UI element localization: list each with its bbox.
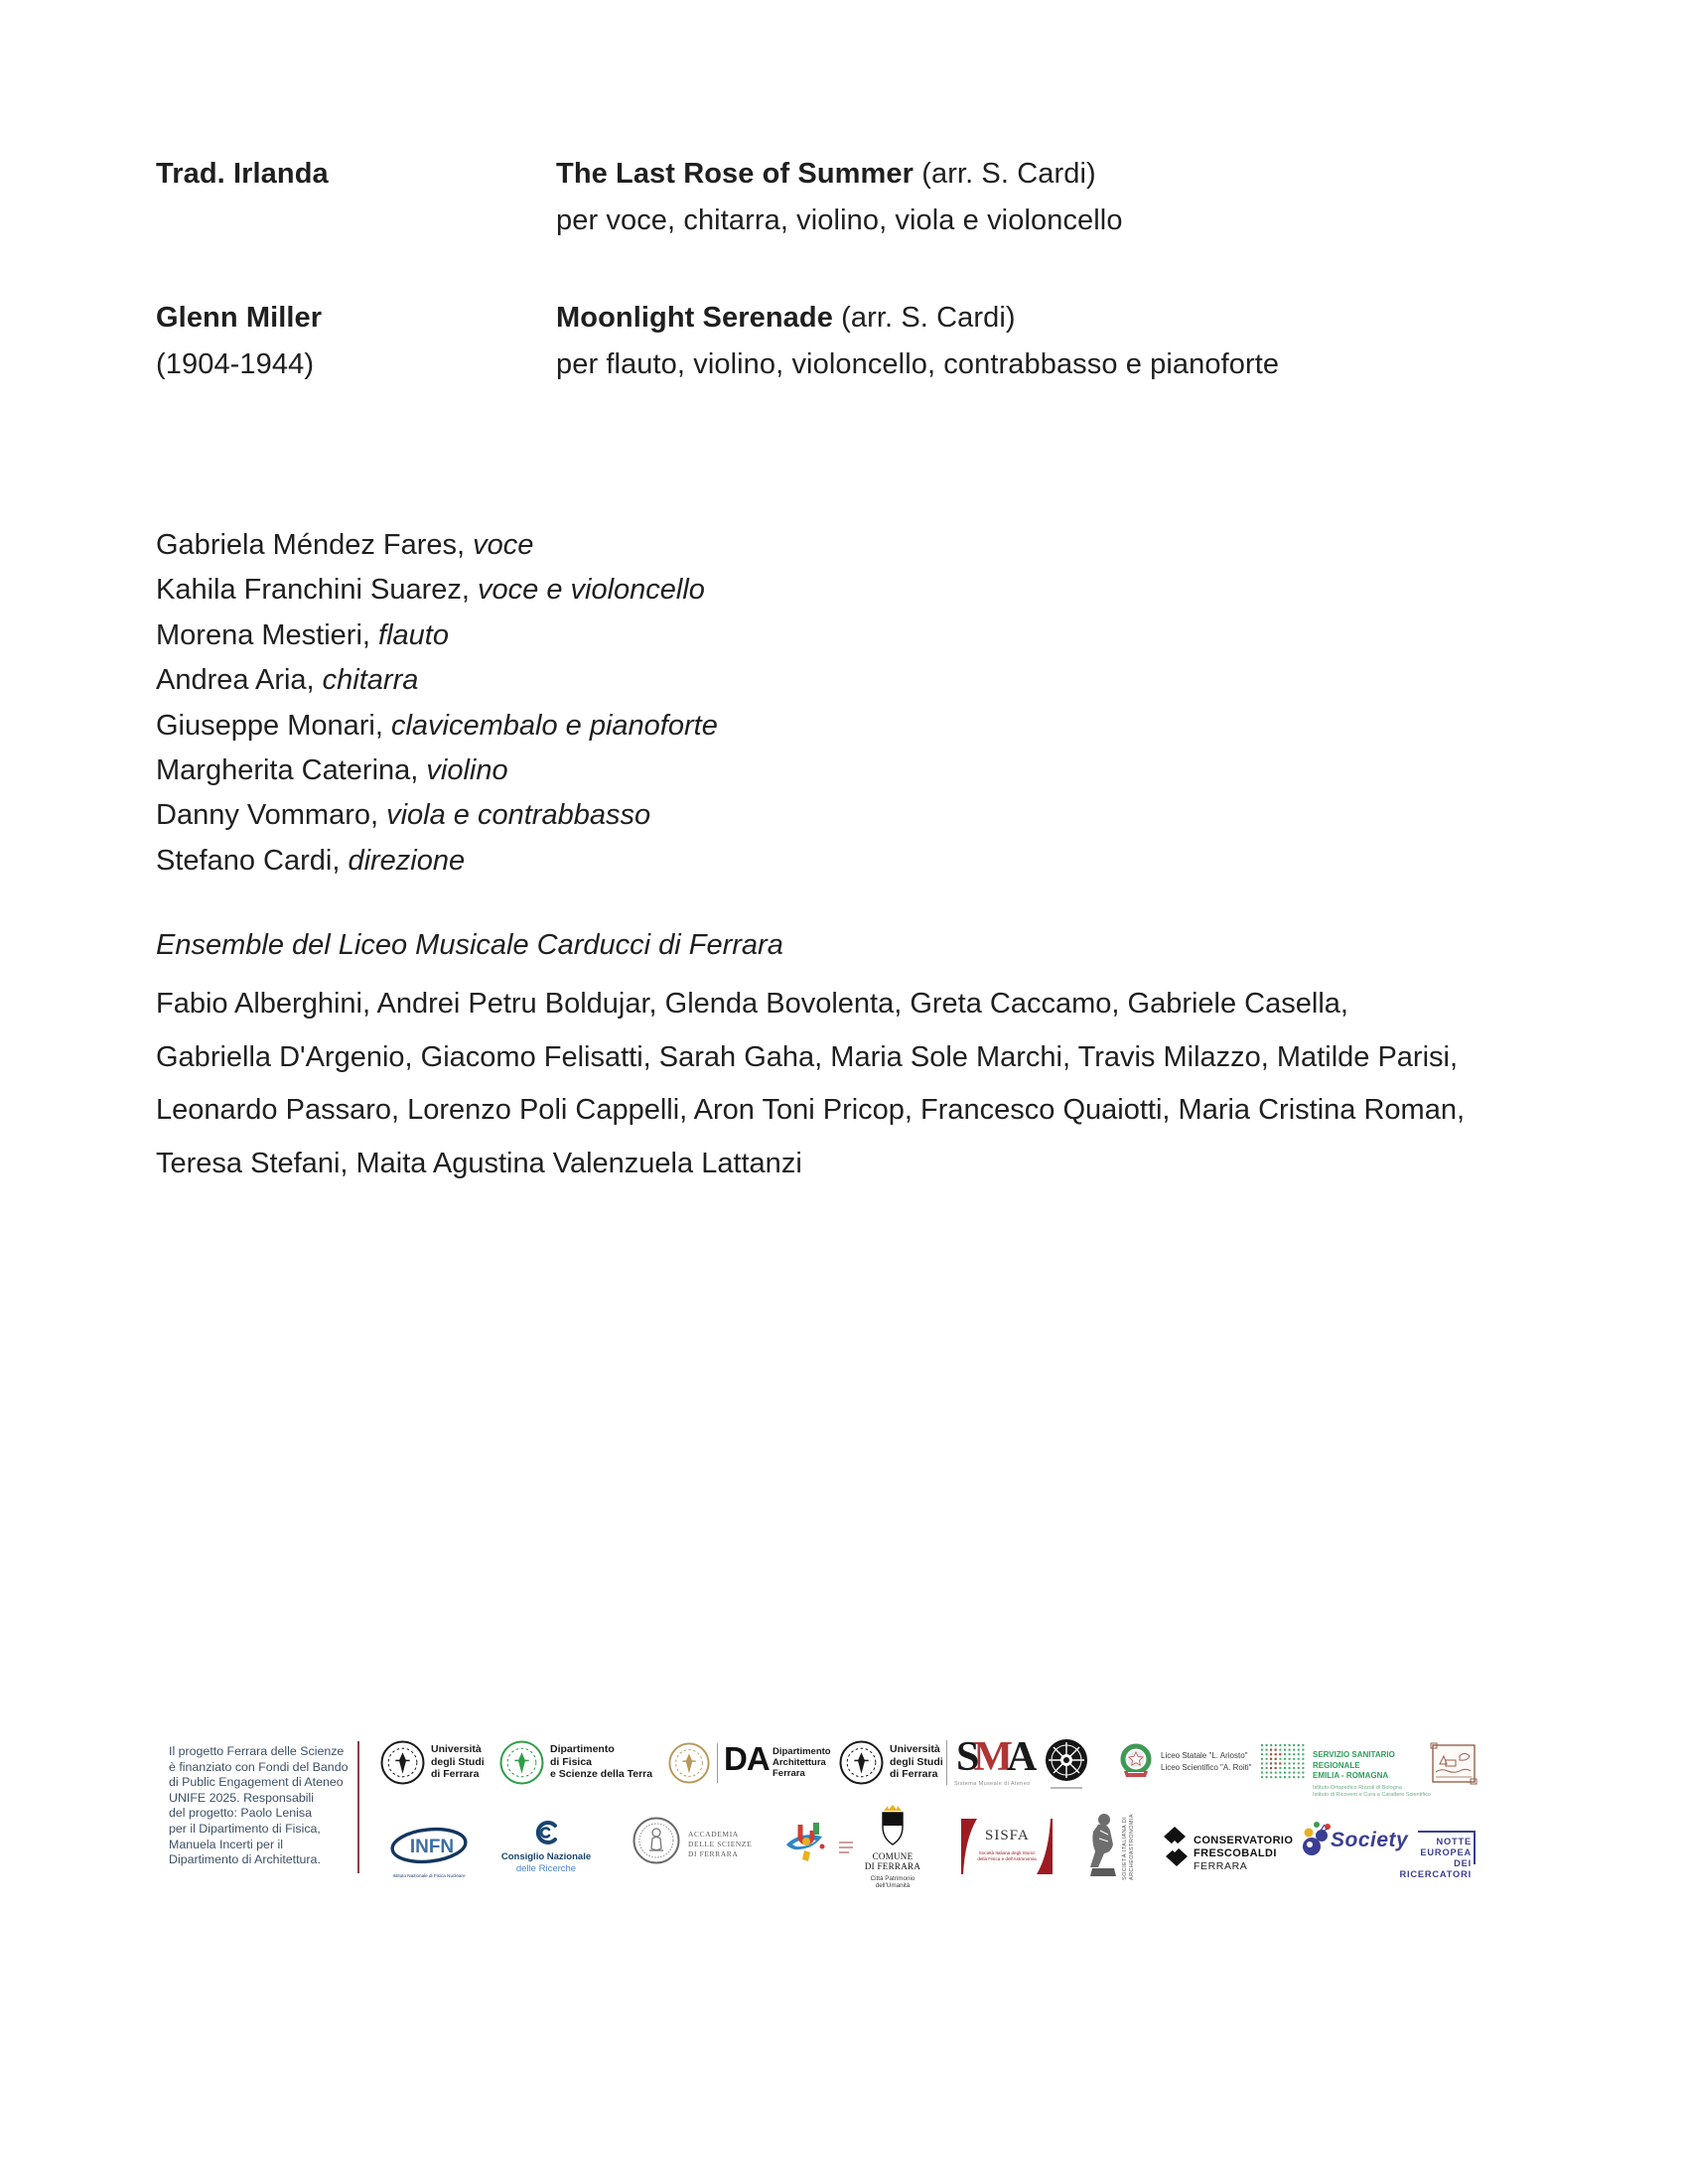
performer-role: chitarra [322,664,419,697]
observatory-seal-icon [1045,1738,1088,1782]
credit-line: UNIFE 2025. Responsabili [169,1790,315,1805]
credit-line: Manuela Incerti per il [169,1837,284,1851]
piece-instrumentation: per flauto, violino, violoncello, contrabbasso e pianoforte [556,348,1280,380]
society-ant-icon [1301,1821,1335,1862]
piece-column [556,151,1123,244]
infn-wordmark: INFN [409,1837,455,1857]
performer-role: voce e violoncello [478,574,705,607]
credit-line: è finanziato con Fondi del Bando [169,1759,349,1774]
credit-line: per il Dipartimento di Fisica, [169,1821,321,1836]
unife-seal-icon [839,1740,884,1785]
ensemble-members-line: Gabriella D'Argenio, Giacomo Felisatti, Sarah Gaha, Maria Sole Marchi, Travis Milazzo, Matilde Parisi, [156,1040,1459,1073]
performer-name: Giuseppe Monari, [156,709,383,742]
performer-line [156,704,718,749]
piece-title: Moonlight Serenade [556,302,833,334]
archeoastronomia-vertical-text [1122,1813,1136,1880]
ensemble-members-line: Leonardo Passaro, Lorenzo Poli Cappelli, Aron Toni Pricop, Francesco Quaiotti, Maria Cristina Roman, [156,1094,1466,1126]
festival-eye-logo-icon [782,1817,836,1866]
society-wordmark: Society [1331,1829,1409,1851]
physics-dept-logo-text [550,1743,652,1781]
italy-emblem-icon [1116,1741,1156,1781]
logo-text-line: DI FERRARA [688,1849,739,1858]
performer-line [156,658,718,703]
piece-title-line [556,151,1123,198]
logo-text-line: SERVIZIO SANITARIO REGIONALE [1313,1750,1395,1770]
ensemble-members [156,978,1465,1190]
archeoastronomia-logo [1086,1811,1120,1885]
logo-text-line: CONSERVATORIO [1194,1835,1294,1846]
logo-text-line: Dipartimento [773,1746,831,1757]
composer-column [156,151,556,244]
logo-text-line: degli Studi [431,1755,485,1768]
logo-text-line: FRESCOBALDI [1194,1847,1277,1859]
performer-name: Morena Mestieri, [156,618,370,651]
performer-name: Danny Vommaro, [156,799,379,832]
sma-letter-s: S [956,1734,974,1780]
logo-text-line: Istituto Ortopedico Rizzoli di Bologna [1313,1784,1402,1791]
footer-divider [357,1741,359,1873]
logo-text-line: di Fisica [550,1755,593,1768]
performers-list [156,523,718,884]
logo-text-line: Ferrara [773,1768,805,1779]
performer-line [156,749,718,793]
logo-text-line: Liceo Statale "L. Ariosto" [1161,1751,1248,1760]
performer-role: voce [473,529,534,561]
conservatorio-glyph-icon [1164,1827,1188,1872]
logo-text-line: DEI RICERCATORI [1399,1858,1472,1879]
architecture-da-wordmark: DA [724,1740,770,1777]
performer-line [156,839,718,884]
sisfa-caption [973,1850,1041,1861]
piece-arranger: (arr. S. Cardi) [841,302,1016,334]
performer-name: Stefano Cardi, [156,844,341,877]
ensemble-title: Ensemble del Liceo Musicale Carducci di Ferrara [156,929,783,961]
architecture-logo-text [773,1746,831,1779]
ensemble-members-line: Teresa Stefani, Maita Agustina Valenzuela Lattanzi [156,1147,802,1179]
comune-crest-icon [878,1805,908,1846]
cnr-logo [496,1821,596,1875]
composer-name: Glenn Miller [156,302,323,334]
sma-caption: Sistema Museale di Ateneo [954,1781,1031,1787]
performer-role: direzione [348,844,466,877]
composer-name: Trad. Irlanda [156,158,329,190]
logo-text-line: Liceo Scientifico "A. Roiti" [1161,1762,1252,1772]
infn-logo-icon [389,1827,469,1870]
logo-text-line: FERRARA [1194,1860,1248,1872]
logo-text-line: ACCADEMIA [688,1830,739,1839]
performer-role: flauto [378,618,449,651]
logo-text-line: degli Studi [890,1755,943,1768]
logo-text-line: DELLE SCIENZE [688,1840,753,1848]
ssr-logo-text [1313,1750,1442,1799]
performer-line [156,614,718,658]
performer-role: clavicembalo e pianoforte [390,709,718,742]
performer-name: Andrea Aria, [156,664,315,697]
society-frame-line [1474,1831,1476,1864]
physics-dept-seal-icon [499,1740,544,1785]
logo-text-line: EMILIA - ROMAGNA [1313,1771,1389,1780]
comune-text-line: COMUNE [872,1851,914,1861]
accademia-logo-text [688,1830,752,1859]
performer-line [156,568,718,613]
cnr-text-line: delle Ricerche [515,1863,577,1874]
program-item [156,295,1279,388]
composer-dates: (1904-1944) [156,348,315,380]
ensemble-members-line: Fabio Alberghini, Andrei Petru Boldujar, Glenda Bovolenta, Greta Caccamo, Gabriele Casella, [156,988,1348,1020]
performer-line [156,793,718,838]
sisfa-logo [961,1819,1053,1874]
comune-text-line: DI FERRARA [864,1861,921,1871]
piece-column [556,295,1279,388]
program-item [156,151,1123,244]
logo-text-line: della Fisica e dell'Astronomia [977,1855,1037,1861]
logo-text-line: di Ferrara [431,1768,480,1781]
seal-caption-illegible [1051,1787,1082,1789]
comune-ferrara-logo [856,1805,929,1889]
society-text [1388,1837,1472,1880]
performer-role: violino [426,754,508,787]
society-frame-line [1418,1831,1476,1833]
comune-caption-line: Città Patrimonio [870,1875,915,1882]
cnr-glyph-icon [533,1821,559,1846]
credit-line: del progetto: Paolo Lenisa [169,1806,312,1821]
statue-icon [1086,1811,1120,1880]
performer-role: viola e contrabbasso [386,799,651,832]
eye-caption-illegible [839,1842,853,1843]
comune-caption-line: dell'Umanità [875,1882,911,1890]
logo-text-line: NOTTE EUROPEA [1420,1837,1472,1857]
unife-seal-icon [380,1740,425,1785]
credit-line: di Public Engagement di Ateneo [169,1775,344,1790]
logo-divider [946,1740,947,1785]
eye-caption-illegible [839,1846,853,1848]
logo-text-line: Università [890,1743,940,1755]
logo-text-line: Società Italiana degli Storici [978,1850,1036,1855]
unife-logo-text [890,1743,943,1781]
licei-logo-text [1161,1750,1252,1773]
architecture-seal-icon [668,1742,710,1784]
logo-text-line: Dipartimento [550,1743,615,1755]
infn-caption: Istituto Nazionale di Fisica Nucleare [392,1873,466,1878]
piece-instrumentation: per voce, chitarra, violino, viola e violoncello [556,205,1123,236]
eye-caption-illegible [839,1851,849,1853]
performer-line [156,523,718,568]
logo-text-line: Università [431,1743,482,1755]
cnr-text-line: Consiglio Nazionale [500,1851,592,1862]
logo-text-line: e Scienze della Terra [550,1768,653,1781]
piece-arranger: (arr. S. Cardi) [921,158,1096,190]
logo-text-line: Istituto di Ricovero e Cura a Carattere Scientifico [1313,1791,1431,1798]
ssr-dots-icon [1261,1744,1307,1784]
unife-logo-text [431,1743,485,1781]
conservatorio-text [1194,1835,1293,1873]
etching-logo-icon [1430,1742,1477,1787]
piece-title: The Last Rose of Summer [556,158,914,190]
performer-name: Margherita Caterina, [156,754,419,787]
logo-divider [717,1743,718,1783]
performer-name: Kahila Franchini Suarez, [156,574,470,607]
piece-title-line [556,295,1279,341]
credit-line: Dipartimento di Architettura. [169,1852,321,1867]
sma-letter-a: A [1007,1734,1038,1780]
sma-wordmark [956,1733,1037,1781]
logo-text-line: Architettura [773,1757,826,1768]
performer-name: Gabriela Méndez Fares, [156,529,466,561]
accademia-seal-icon [633,1817,680,1864]
logo-text-line: ARCHEOASTRONOMIA [1129,1814,1135,1880]
sma-letter-m: M [973,1734,1008,1780]
logo-text-line: SOCIETÀ ITALIANA DI [1122,1816,1128,1880]
project-credit-text [169,1744,367,1868]
sisfa-wordmark: SISFA [985,1828,1030,1843]
credit-line: Il progetto Ferrara delle Scienze [169,1744,345,1758]
composer-column [156,295,556,388]
logo-text-line: di Ferrara [890,1768,938,1781]
